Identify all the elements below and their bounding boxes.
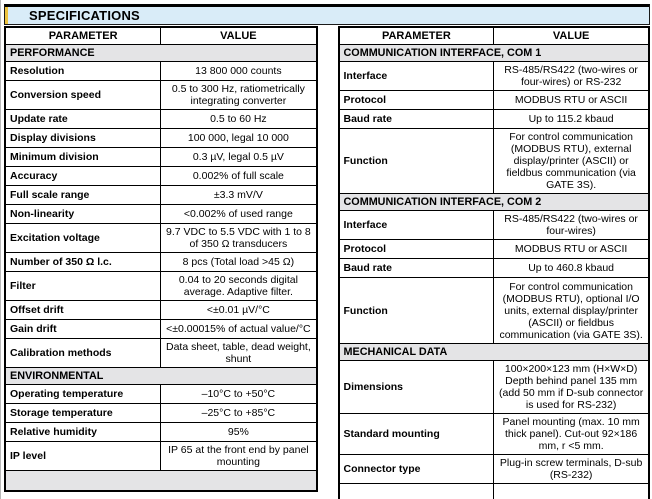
table-row	[5, 442, 317, 471]
value-cell: RS-485/RS422 (two-wires or four-wires)	[494, 211, 649, 240]
table-row	[339, 361, 650, 414]
value-cell: Up to 460.8 kbaud	[494, 259, 649, 278]
value-cell: For control communication (MODBUS RTU), optional I/O units, external display/printer (ASCII) or fieldbus communication (via GATE 3S).	[494, 278, 649, 344]
clipped-section-cell	[5, 471, 317, 491]
param-cell: Function	[339, 278, 494, 344]
value-cell: Data sheet, table, dead weight, shunt	[161, 339, 317, 368]
table-row	[339, 110, 650, 129]
table-row	[339, 129, 650, 194]
param-cell: Relative humidity	[5, 423, 161, 442]
specifications-title-bar	[4, 4, 650, 25]
clipped-row	[339, 484, 650, 499]
param-cell: Gain drift	[5, 320, 161, 339]
value-cell: RS-485/RS422 (two-wires or four-wires) or RS-232	[494, 62, 649, 91]
table-row	[5, 423, 317, 442]
clipped-value-cell	[494, 484, 649, 499]
param-cell: Operating temperature	[5, 385, 161, 404]
column-header-row	[5, 27, 317, 45]
table-row	[339, 455, 650, 484]
value-cell: 95%	[161, 423, 317, 442]
param-cell: IP level	[5, 442, 161, 471]
value-column-header: VALUE	[494, 27, 649, 45]
value-cell: 8 pcs (Total load >45 Ω)	[161, 253, 317, 272]
table-row	[5, 167, 317, 186]
table-row	[5, 385, 317, 404]
param-cell: Connector type	[339, 455, 494, 484]
table-row	[339, 259, 650, 278]
param-cell: Minimum division	[5, 148, 161, 167]
section-header-row	[339, 194, 650, 211]
value-cell: 0.5 to 60 Hz	[161, 110, 317, 129]
table-row	[5, 339, 317, 368]
section-label-performance: PERFORMANCE	[5, 45, 317, 62]
spec-tables-container	[4, 26, 650, 499]
value-cell: IP 65 at the front end by panel mounting	[161, 442, 317, 471]
value-cell: <0.002% of used range	[161, 205, 317, 224]
table-row	[5, 129, 317, 148]
clipped-param-cell	[339, 484, 494, 499]
section-header-row	[5, 368, 317, 385]
param-cell: Storage temperature	[5, 404, 161, 423]
param-cell: Dimensions	[339, 361, 494, 414]
left-spec-table	[4, 26, 318, 492]
param-cell: Calibration methods	[5, 339, 161, 368]
param-cell: Function	[339, 129, 494, 194]
param-cell: Offset drift	[5, 301, 161, 320]
value-cell: 9.7 VDC to 5.5 VDC with 1 to 8 of 350 Ω transducers	[161, 224, 317, 253]
table-row	[5, 224, 317, 253]
table-row	[5, 186, 317, 205]
table-row	[5, 205, 317, 224]
value-cell: 100 000, legal 10 000	[161, 129, 317, 148]
param-cell: Accuracy	[5, 167, 161, 186]
table-row	[339, 278, 650, 344]
clipped-section-row	[5, 471, 317, 491]
parameter-column-header: PARAMETER	[5, 27, 161, 45]
section-label-com2: COMMUNICATION INTERFACE, COM 2	[339, 194, 650, 211]
table-row	[339, 62, 650, 91]
param-cell: Number of 350 Ω l.c.	[5, 253, 161, 272]
value-cell: Plug-in screw terminals, D-sub (RS-232)	[494, 455, 649, 484]
value-cell: <±0.00015% of actual value/°C	[161, 320, 317, 339]
column-header-row	[339, 27, 650, 45]
parameter-column-header: PARAMETER	[339, 27, 494, 45]
param-cell: Protocol	[339, 240, 494, 259]
table-row	[5, 301, 317, 320]
param-cell: Update rate	[5, 110, 161, 129]
param-cell: Filter	[5, 272, 161, 301]
table-row	[5, 320, 317, 339]
param-cell: Conversion speed	[5, 81, 161, 110]
value-cell: Up to 115.2 kbaud	[494, 110, 649, 129]
value-cell: –25°C to +85°C	[161, 404, 317, 423]
table-row	[5, 62, 317, 81]
table-row	[339, 414, 650, 455]
section-header-row	[339, 344, 650, 361]
section-label-com1: COMMUNICATION INTERFACE, COM 1	[339, 45, 650, 62]
value-cell: 13 800 000 counts	[161, 62, 317, 81]
value-cell: Panel mounting (max. 10 mm thick panel). Cut-out 92×186 mm, r <5 mm.	[494, 414, 649, 455]
table-row	[5, 272, 317, 301]
table-row	[339, 240, 650, 259]
value-cell: <±0.01 µV/°C	[161, 301, 317, 320]
value-cell: 100×200×123 mm (H×W×D) Depth behind panel 135 mm (add 50 mm if D-sub connector is used for RS-232)	[494, 361, 649, 414]
param-cell: Baud rate	[339, 110, 494, 129]
table-row	[339, 91, 650, 110]
table-row	[339, 211, 650, 240]
value-cell: 0.3 µV, legal 0.5 µV	[161, 148, 317, 167]
value-cell: 0.04 to 20 seconds digital average. Adaptive filter.	[161, 272, 317, 301]
table-row	[5, 404, 317, 423]
value-cell: 0.002% of full scale	[161, 167, 317, 186]
right-spec-table	[338, 26, 651, 499]
param-cell: Interface	[339, 211, 494, 240]
section-header-row	[5, 45, 317, 62]
table-row	[5, 253, 317, 272]
value-cell: –10°C to +50°C	[161, 385, 317, 404]
param-cell: Resolution	[5, 62, 161, 81]
param-cell: Display divisions	[5, 129, 161, 148]
param-cell: Protocol	[339, 91, 494, 110]
section-label-environmental: ENVIRONMENTAL	[5, 368, 317, 385]
table-row	[5, 148, 317, 167]
value-column-header: VALUE	[161, 27, 317, 45]
param-cell: Full scale range	[5, 186, 161, 205]
section-header-row	[339, 45, 650, 62]
page-title: SPECIFICATIONS	[29, 8, 140, 23]
table-row	[5, 110, 317, 129]
param-cell: Baud rate	[339, 259, 494, 278]
table-row	[5, 81, 317, 110]
param-cell: Non-linearity	[5, 205, 161, 224]
param-cell: Excitation voltage	[5, 224, 161, 253]
param-cell: Standard mounting	[339, 414, 494, 455]
value-cell: For control communication (MODBUS RTU), external display/printer (ASCII) or fieldbus communication (via GATE 3S).	[494, 129, 649, 194]
value-cell: MODBUS RTU or ASCII	[494, 91, 649, 110]
value-cell: 0.5 to 300 Hz, ratiometrically integrating converter	[161, 81, 317, 110]
value-cell: MODBUS RTU or ASCII	[494, 240, 649, 259]
value-cell: ±3.3 mV/V	[161, 186, 317, 205]
param-cell: Interface	[339, 62, 494, 91]
section-label-mechanical: MECHANICAL DATA	[339, 344, 650, 361]
